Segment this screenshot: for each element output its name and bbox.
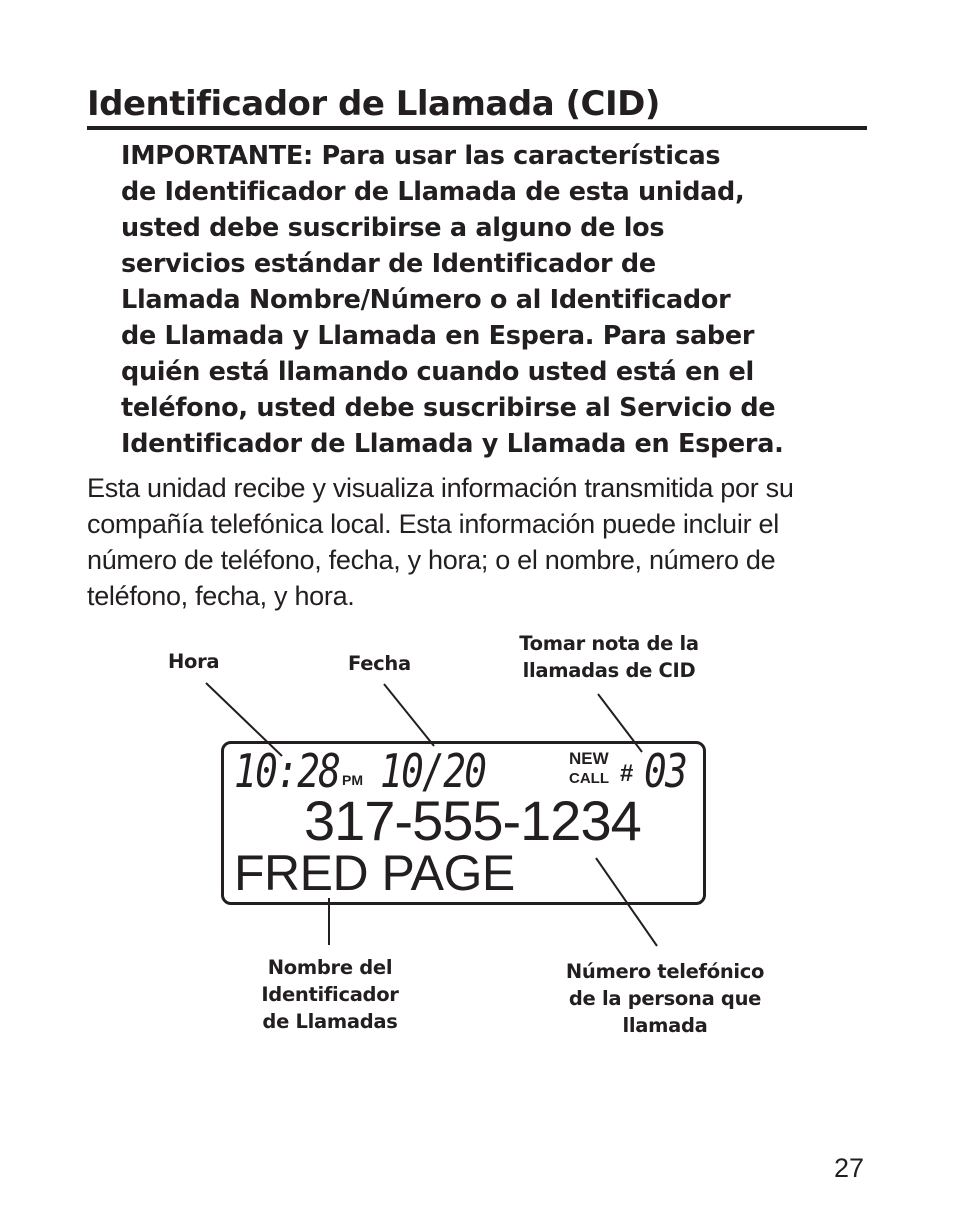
important-line: de Identificador de Llamada de esta unidad, (121, 177, 745, 207)
display-hash: # (620, 760, 634, 787)
important-line: usted debe suscribirse a alguno de los (121, 213, 665, 243)
description-line: compañía telefónica local. Esta información puede incluir el (87, 509, 779, 539)
important-line: IMPORTANTE: Para usar las características (121, 141, 721, 171)
label-line: Identificador (261, 983, 399, 1006)
display-new: NEW (569, 749, 609, 768)
important-line: teléfono, usted debe suscribirse al Servicio de (121, 393, 776, 423)
display-call-count: 03 (644, 744, 687, 798)
label-line: llamadas de CID (522, 659, 696, 682)
display-caller-name: FRED PAGE (234, 845, 515, 901)
important-line: de Llamada y Llamada en Espera. Para saber (121, 321, 755, 351)
important-line: Identificador de Llamada y Llamada en Espera. (121, 429, 784, 459)
important-line: Llamada Nombre/Número o al Identificador (121, 285, 731, 315)
label-line: Nombre del (267, 956, 393, 979)
description-line: número de teléfono, fecha, y hora; o el nombre, número de (87, 545, 776, 575)
label-line: Tomar nota de la (519, 632, 699, 655)
page-title: Identificador de Llamada (CID) (87, 84, 660, 124)
display-time: 10:28 (234, 744, 340, 798)
pointer-fecha (384, 684, 434, 746)
important-line: servicios estándar de Identificador de (121, 249, 656, 279)
important-line: quién está llamando cuando usted está en el (121, 357, 754, 387)
label-hora: Hora (168, 650, 220, 673)
label-line: Número telefónico (565, 960, 765, 983)
display-call: CALL (569, 770, 609, 787)
display-phone-number: 317-555-1234 (304, 789, 641, 852)
label-line: de la persona que (568, 987, 762, 1010)
label-fecha: Fecha (348, 652, 411, 675)
caller-id-display (221, 741, 706, 905)
page-number: 27 (834, 1153, 865, 1183)
display-pm: PM (342, 772, 363, 788)
display-date: 10/20 (380, 744, 486, 798)
description-line: Esta unidad recibe y visualiza información transmitida por su (87, 473, 794, 503)
label-line: llamada (622, 1014, 708, 1037)
description-line: teléfono, fecha, y hora. (87, 581, 355, 611)
label-line: de Llamadas (262, 1010, 398, 1033)
